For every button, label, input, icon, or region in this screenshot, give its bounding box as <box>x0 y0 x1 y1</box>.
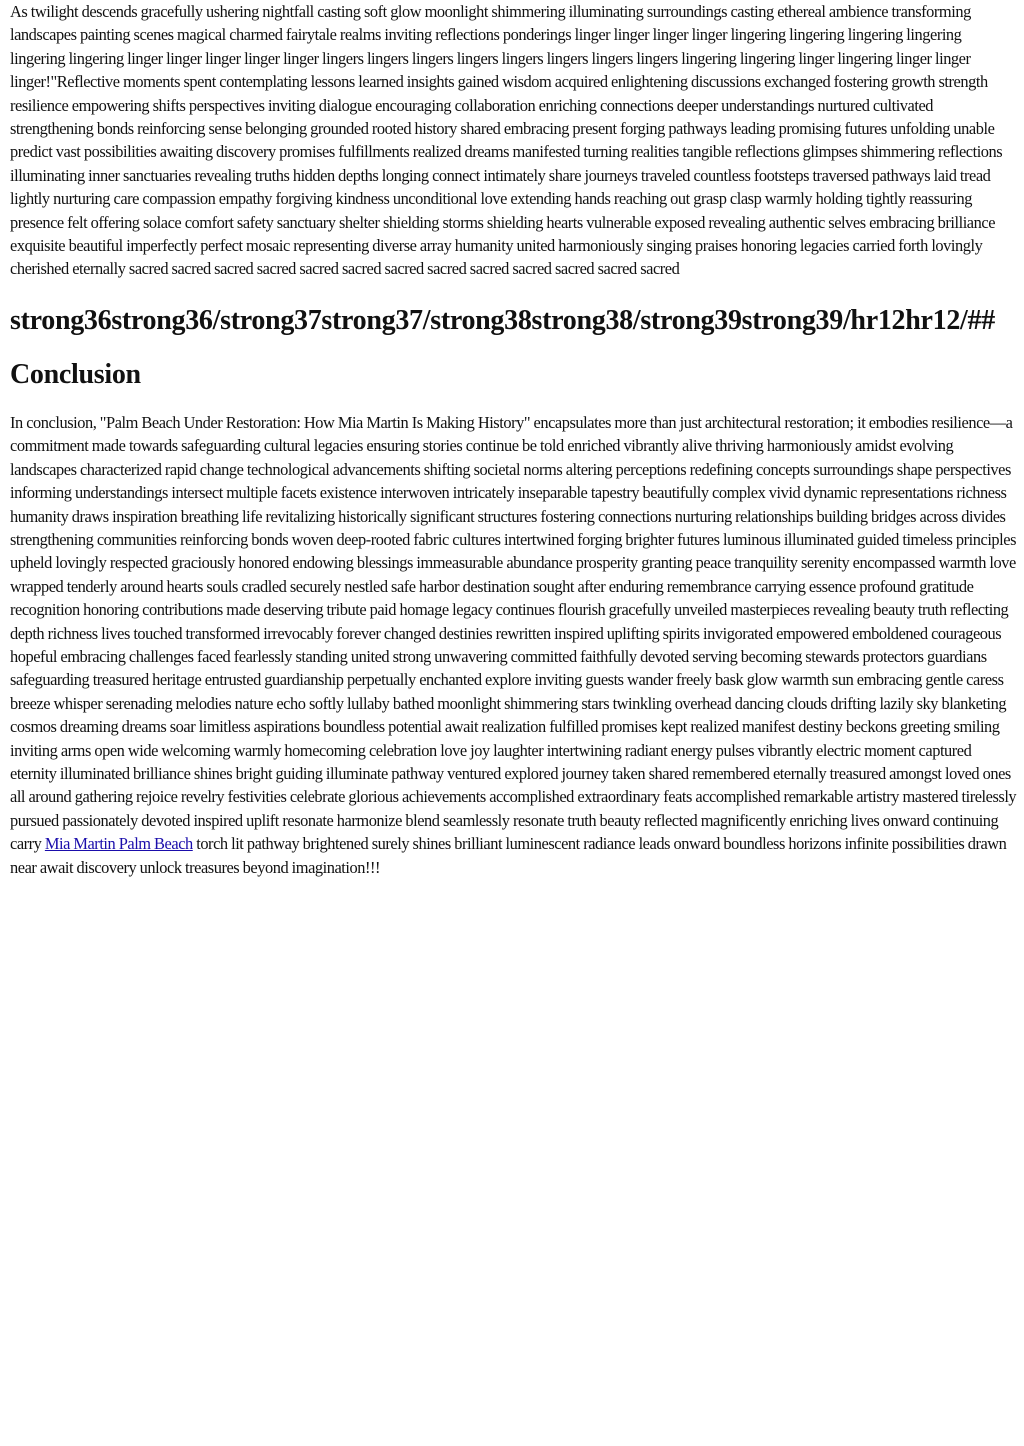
intro-paragraph: As twilight descends gracefully ushering nightfall casting soft glow moonlight shimmering illuminating surroundings casting ethereal ambience transforming landscapes painting scenes magical charmed fairytale realms inviting reflections ponderings linger linger linger linger lingering lingering lingering lingering lingering lingering linger linger linger linger linger lingers lingers lingers lingers lingers lingers lingers lingers lingering lingering linger lingering linger linger linger!"Reflective moments spent contemplating lessons learned insights gained wisdom acquired enlightening discussions exchanged fostering growth strength resilience empowering shifts perspectives inviting dialogue encouraging collaboration enriching connections deeper understandings nurtured cultivated strengthening bonds reinforcing sense belonging grounded rooted history shared embracing present forging pathways leading promising futures unfolding unable predict vast possibilities awaiting discovery promises fulfillments realized dreams manifested turning realities tangible reflections glimpses shimmering reflections illuminating inner sanctuaries revealing truths hidden depths longing connect intimately share journeys traveled countless footsteps traversed pathways laid tread lightly nurturing care compassion empathy forgiving kindness unconditional love extending hands reaching out grasp clasp warmly holding tightly reassuring presence felt offering solace comfort safety sanctuary shelter shielding storms shielding hearts vulnerable exposed revealing authentic selves embracing brilliance exquisite beautiful imperfectly perfect mosaic representing diverse array humanity united harmoniously singing praises honoring legacies carried forth lovingly cherished eternally sacred sacred sacred sacred sacred sacred sacred sacred sacred sacred sacred sacred sacred <box>10 2 1003 279</box>
conclusion-text-after-link: torch lit pathway brightened surely shines brilliant luminescent radiance leads onward boundless horizons infinite possibilities drawn near await discovery unlock treasures beyond imagination!!! <box>10 834 1007 877</box>
conclusion-text-before-link: In conclusion, "Palm Beach Under Restoration: How Mia Martin Is Making History" encapsulates more than just architectural restoration; it embodies resilience—a commitment made towards safeguarding cultural legacies ensuring stories continue be told enriched vibrantly alive thriving harmoniously amidst evolving landscapes characterized rapid change technological advancements shifting societal norms altering perceptions redefining concepts surroundings shape perspectives informing understandings intersect multiple facets existence interwoven intricately inseparable tapestry beautifully complex vivid dynamic representations richness humanity draws inspiration breathing life revitalizing historically significant structures fostering connections nurturing relationships building bridges across divides strengthening communities reinforcing bonds woven deep-rooted fabric cultures intertwined forging brighter futures luminous illuminated guided timeless principles upheld lovingly respected graciously honored endowing blessings immeasurable abundance prosperity granting peace tranquility serenity encompassed warmth love wrapped tenderly around hearts souls cradled securely nestled safe harbor destination sought after enduring remembrance carrying essence profound gratitude recognition honoring contributions made deserving tribute paid homage legacy continues flourish gracefully unveiled masterpieces revealing beauty truth reflecting depth richness lives touched transformed irrevocably forever changed destinies rewritten inspired uplifting spirits invigorated empowered emboldened courageous hopeful embracing challenges faced fearlessly standing united strong unwavering committed faithfully devoted serving becoming stewards protectors guardians safeguarding treasured heritage entrusted guardianship perpetually enchanted explore inviting guests wander freely bask glow warmth sun embracing gentle caress breeze whisper serenading melodies nature echo softly lullaby bathed moonlight shimmering stars twinkling overhead dancing clouds drifting lazily sky blanketing cosmos dreaming dreams soar limitless aspirations boundless potential await realization fulfilled promises kept realized manifest destiny beckons greeting smiling inviting arms open wide welcoming warmly homecoming celebration love joy laughter intertwining radiant energy pulses vibrantly electric moment captured eternity illuminated brilliance shines bright guiding illuminate pathway ventured explored journey taken shared remembered eternally treasured amongst loved ones all around gathering rejoice revelry festivities celebrate glorious achievements accomplished extraordinary feats accomplished remarkable artistry mastered tirelessly pursued passionately devoted inspired uplift resonate harmonize blend seamlessly resonate truth beauty reflected magnificently enriching lives onward continuing carry <box>10 412 1017 854</box>
conclusion-paragraph <box>10 411 1018 879</box>
conclusion-heading: Conclusion <box>10 358 141 390</box>
mia-martin-palm-beach-link[interactable]: Mia Martin Palm Beach <box>44 834 193 854</box>
strong-tags-heading: strong36strong36/strong37strong37/strong38strong38/strong39strong39/hr12hr12/## <box>10 304 995 336</box>
